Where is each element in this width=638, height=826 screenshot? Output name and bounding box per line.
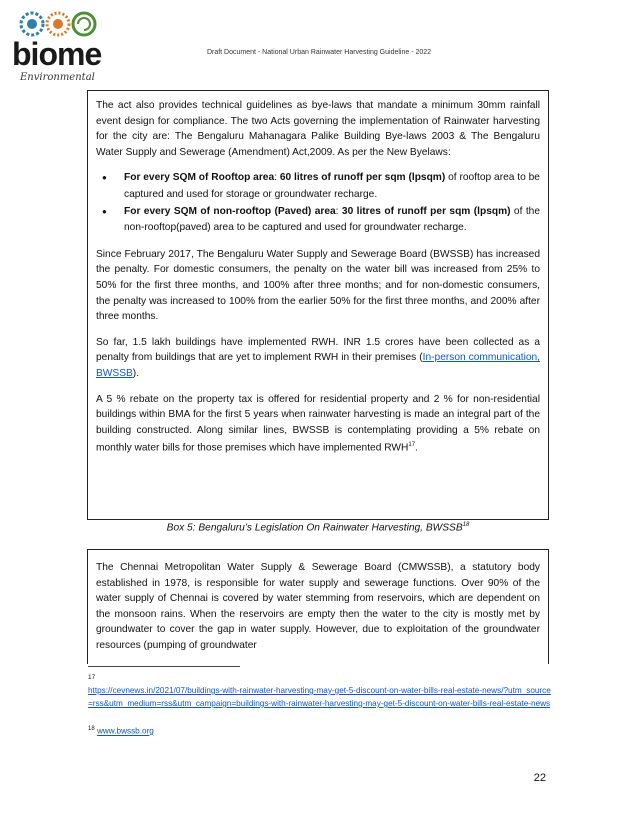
footnote-ref-17[interactable]: 17 [408, 442, 416, 449]
bullet-rest: of rooftop area to be captured and used for storage or groundwater recharge. [124, 172, 540, 200]
biome-logo [10, 8, 100, 84]
footnote-17-link[interactable]: https://cevnews.in/2021/07/buildings-with-rainwater-harvesting-may-get-5-discount-on-water-bills-real-estate-news/?utm_source=rss&utm_medium=rss&utm_campaign=buildings-with-rainwater-harvesting-may-get-5-discount-on-water-bills-real-estate-news [88, 686, 551, 708]
bullet-bold: For every SQM of non-rooftop (Paved) area [124, 205, 336, 217]
bullet-sep: : [274, 172, 280, 184]
logo-subtitle: Environmental [20, 72, 95, 83]
bullet-bold2: 30 litres of runoff per sqm (lpsqm) [341, 205, 511, 217]
bullet-sep: : [335, 205, 342, 217]
footnote-17 [88, 684, 553, 710]
page-number: 22 [533, 772, 546, 784]
bengaluru-legislation-box [87, 90, 549, 520]
bullet-rest: of the non-rooftop(paved) area to be captured and used for groundwater recharge. [124, 205, 540, 234]
page-header: Draft Document - National Urban Rainwater Harvesting Guideline - 2022 [206, 49, 432, 56]
list-item [124, 170, 540, 203]
bwssb-communication-link[interactable]: In-person communication, BWSSB [96, 352, 541, 379]
bullet-bold: For every SQM of Rooftop area [124, 172, 275, 184]
box2-text: The Chennai Metropolitan Water Supply & Sewerage Board (CMWSSB), a statutory body established in 1978, is responsible for water supply and sewerage functions. Over 90% of the water supply of Chennai is covered by water stemming from reservoirs, which are dependent on the monsoon rains. When the reservoirs are empty then the water to the city is mostly met by groundwater to cover the gap in water supply. However, due to exploitation of the groundwater resources (pumping of groundwater [96, 562, 540, 651]
box1-rwh-paragraph [96, 335, 540, 382]
para3-end: ). [132, 367, 140, 379]
list-item [124, 204, 540, 237]
footnote-18-number: 18 [88, 726, 95, 732]
box1-penalty-paragraph: Since February 2017, The Bengaluru Water Supply and Sewerage Board (BWSSB) has increased the penalty. For domestic consumers, the penalty on the water bill was increased from 25% to 50% for the first three months, and 100% after three months; and for non-domestic consumers, the penalty was increased to 100% from the earlier 50% for the first three months, and 200% after three months. [96, 248, 540, 323]
para4-end: . [415, 442, 418, 454]
bullet-bold2: 60 litres of runoff per sqm (lpsqm) [279, 172, 446, 184]
caption-text: Box 5: Bengaluru’s Legislation On Rainwater Harvesting, BWSSB [166, 522, 463, 534]
footnote-ref-18[interactable]: 18 [462, 522, 470, 528]
footnote-divider [88, 666, 240, 667]
byelaw-list [96, 170, 540, 236]
para4-text: A 5 % rebate on the property tax is offered for residential property and 2 % for non-residential buildings within BMA for the first 5 years when rainwater harvesting is made an integral part of the building constructed. Along similar lines, BWSSB is contemplating providing a 5% rebate on monthly water bills for those premises which have implemented RWH [96, 393, 540, 454]
logo-word: biome [12, 36, 102, 72]
box1-rebate-paragraph [96, 392, 540, 457]
box1-intro: The act also provides technical guidelines as bye-laws that mandate a minimum 30mm rainfall event design for compliance. The two Acts governing the implementation of Rainwater harvesting for the city are: The Bengaluru Mahanagara Palike Building Bye-laws 2003 & The Bengaluru Water Supply and Sewerage (Amendment) Act,2009. As per the New Byelaws: [96, 100, 540, 158]
para3-text: So far, 1.5 lakh buildings have implemented RWH. INR 1.5 crores have been collected as a penalty from buildings that are yet to implement RWH in their premises ( [96, 336, 540, 364]
box-caption [87, 522, 549, 533]
footnote-17-number: 17 [88, 674, 96, 681]
footnote-18-link[interactable]: www.bwssb.org [96, 726, 154, 736]
footnote-18 [88, 723, 553, 738]
chennai-box [87, 549, 549, 664]
